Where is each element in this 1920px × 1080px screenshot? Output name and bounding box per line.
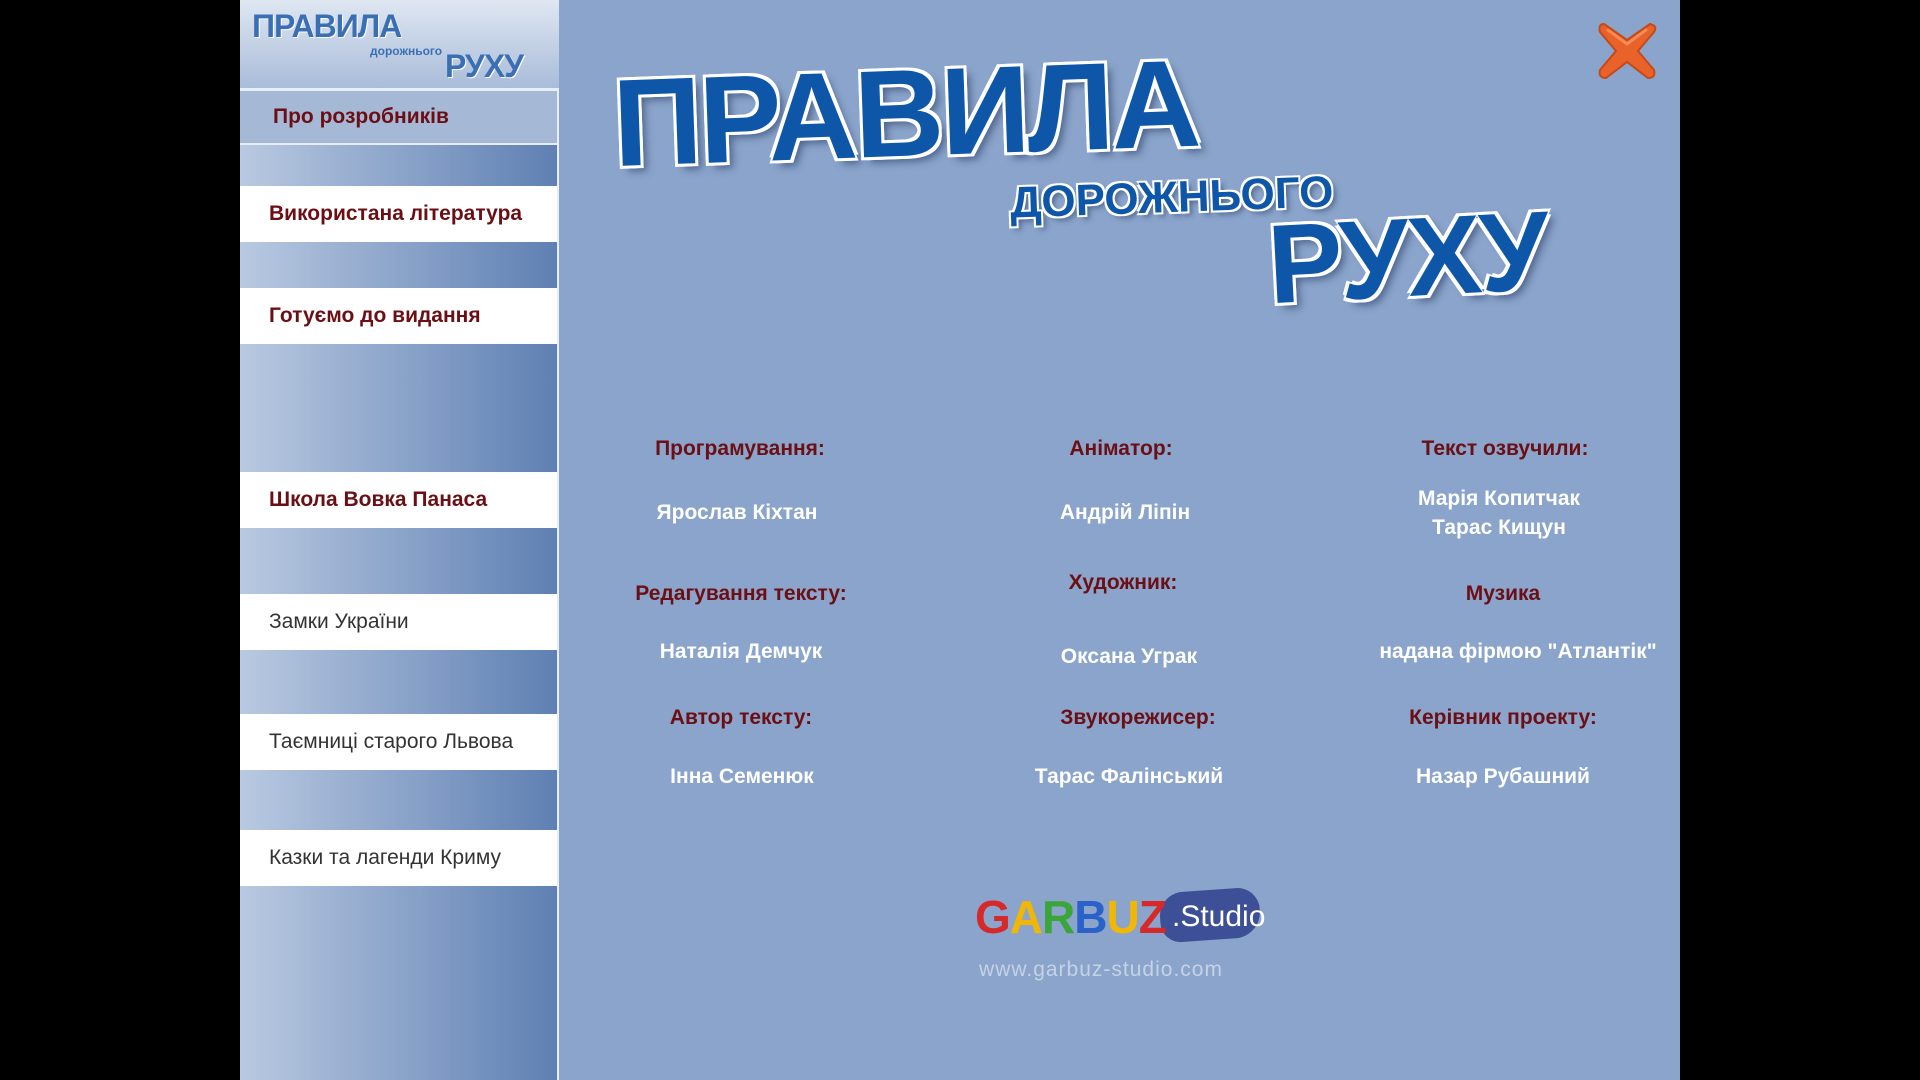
credit-label-editing: Редагування тексту: — [635, 582, 847, 605]
website-link[interactable]: www.garbuz-studio.com — [979, 958, 1223, 981]
credit-value-editing: Наталія Демчук — [659, 640, 823, 663]
sidebar-item-preparing[interactable]: Готуємо до видання — [240, 288, 557, 344]
sidebar-item-castles-ukraine[interactable]: Замки України — [240, 594, 557, 650]
credit-value-voiced-1: Марія Копитчак — [1417, 487, 1581, 510]
credit-label-music: Музика — [1465, 582, 1541, 605]
credit-value-sound: Тарас Фалінський — [1034, 765, 1224, 788]
title-big: РУХУ — [1264, 187, 1551, 328]
sidebar-item-literature[interactable]: Використана література — [240, 186, 557, 242]
credit-label-voiced: Текст озвучили: — [1421, 437, 1589, 460]
sidebar-logo-line3: РУХУ — [445, 48, 524, 84]
title-logo — [240, 0, 1680, 340]
credit-label-sound: Звукорежисер: — [1060, 706, 1216, 729]
credit-value-artist: Оксана Уграк — [1060, 645, 1198, 668]
title-sub: ДОРОЖНЬОГО — [1009, 167, 1335, 228]
credit-value-animator: Андрій Ліпін — [1059, 501, 1191, 524]
sidebar-item-crimea-tales[interactable]: Казки та лагенди Криму — [240, 830, 557, 886]
credit-value-voiced-2: Тарас Кищун — [1432, 516, 1566, 539]
title-main: ПРАВИЛА — [610, 34, 1200, 193]
sidebar-item-about-developers[interactable]: Про розробників — [240, 89, 557, 145]
credit-label-project-lead: Керівник проекту: — [1409, 706, 1597, 729]
logo-wordmark: GARBUZ — [975, 891, 1166, 943]
sidebar-item-secrets-lviv[interactable]: Таємниці старого Львова — [240, 714, 557, 770]
credit-value-programming: Ярослав Кіхтан — [656, 501, 818, 524]
credit-label-artist: Художник: — [1068, 571, 1178, 594]
credit-value-music: надана фірмою "Атлантік" — [1379, 640, 1657, 663]
credit-value-project-lead: Назар Рубашний — [1416, 765, 1590, 788]
sidebar-logo-line2: дорожнього — [370, 44, 443, 58]
logo-studio: .Studio — [1172, 900, 1266, 933]
app-window — [240, 0, 1680, 1080]
credit-label-programming: Програмування: — [655, 437, 825, 460]
garbuz-studio-logo — [975, 888, 1266, 946]
credit-label-animator: Аніматор: — [1069, 437, 1173, 460]
credit-label-author: Автор тексту: — [669, 706, 813, 729]
credit-value-author: Інна Семенюк — [670, 765, 814, 788]
sidebar-logo-line1: ПРАВИЛА — [252, 8, 402, 44]
sidebar-item-school-vovka-panasa[interactable]: Школа Вовка Панаса — [240, 472, 557, 528]
